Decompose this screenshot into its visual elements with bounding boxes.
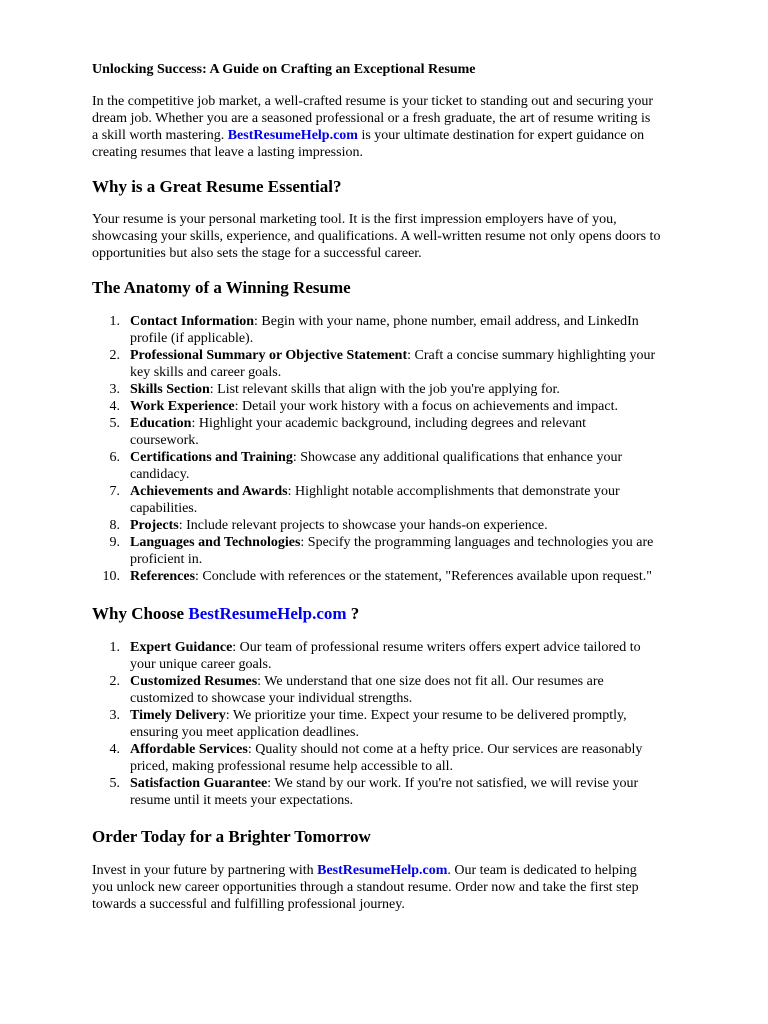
document-title: Unlocking Success: A Guide on Crafting an Exceptional Resume — [92, 62, 476, 77]
list-term: Work Experience — [130, 399, 235, 414]
list-item — [92, 449, 655, 483]
list-term: Contact Information — [130, 314, 255, 329]
intro-line — [92, 127, 653, 144]
list-item — [92, 534, 655, 568]
list-number: 1. — [109, 640, 120, 655]
list-item — [92, 639, 642, 673]
heading-text: Why Choose — [92, 604, 189, 623]
list-term: References — [130, 569, 196, 584]
list-description-continued: your unique career goals. — [130, 657, 272, 672]
list-item — [92, 707, 642, 741]
paragraph-line: Your resume is your personal marketing tool. It is the first impression employers have of you, — [92, 212, 617, 227]
list-description: : Begin with your name, phone number, email address, and LinkedIn — [254, 314, 639, 329]
list-description: : We prioritize your time. Expect your resume to be delivered promptly, — [225, 708, 627, 723]
list-description: : List relevant skills that align with the job you're applying for. — [209, 382, 560, 397]
intro-line: creating resumes that leave a lasting impression. — [92, 145, 363, 160]
intro-line: In the competitive job market, a well-crafted resume is your ticket to standing out and securing your — [92, 94, 653, 109]
heading-text: ? — [346, 604, 360, 623]
list-description-continued: candidacy. — [130, 467, 190, 482]
list-number: 2. — [109, 674, 120, 689]
list-description-continued: customized to showcase your individual strengths. — [130, 691, 413, 706]
list-description: : We understand that one size does not fit all. Our resumes are — [257, 674, 604, 689]
list-number: 3. — [109, 708, 120, 723]
list-description: : Highlight your academic background, including degrees and relevant — [191, 416, 587, 431]
list-item — [92, 483, 655, 517]
list-description: : Quality should not come at a hefty price. Our services are reasonably — [247, 742, 643, 757]
list-description-continued: resume until it meets your expectations. — [130, 793, 354, 808]
why-great-paragraph — [92, 211, 660, 262]
bestresumehelp-link[interactable]: BestResumeHelp.com — [317, 863, 448, 878]
list-number: 2. — [109, 348, 120, 363]
list-description: : Showcase any additional qualifications that enhance your — [292, 450, 623, 465]
list-item — [92, 381, 655, 398]
intro-line: dream job. Whether you are a seasoned professional or a fresh graduate, the art of resume writing is — [92, 111, 651, 126]
list-number: 5. — [109, 416, 120, 431]
paragraph-line: you unlock new career opportunities through a standout resume. Order now and take the first step — [92, 880, 639, 895]
list-number: 7. — [109, 484, 120, 499]
intro-text: is your ultimate destination for expert guidance on — [357, 128, 645, 143]
list-term: Affordable Services — [130, 742, 248, 757]
list-item — [92, 415, 655, 449]
list-number: 1. — [109, 314, 120, 329]
paragraph-line: showcasing your skills, experience, and qualifications. A well-written resume not only opens doors to — [92, 229, 661, 244]
paragraph-line: towards a successful and fulfilling professional journey. — [92, 897, 405, 912]
list-description: : Our team of professional resume writers offers expert advice tailored to — [232, 640, 641, 655]
list-term: Languages and Technologies — [130, 535, 301, 550]
list-description-continued: capabilities. — [130, 501, 198, 516]
intro-text: a skill worth mastering. — [92, 128, 228, 143]
list-number: 4. — [109, 399, 120, 414]
paragraph-line: opportunities but also sets the stage for a successful career. — [92, 246, 422, 261]
list-item — [92, 775, 642, 809]
list-item — [92, 313, 655, 347]
bestresumehelp-link[interactable]: BestResumeHelp.com — [227, 128, 358, 143]
list-item — [92, 673, 642, 707]
list-term: Education — [130, 416, 192, 431]
list-number: 5. — [109, 776, 120, 791]
list-description: : Conclude with references or the statement, "References available upon request." — [195, 569, 652, 584]
list-description: : Craft a concise summary highlighting your — [407, 348, 656, 363]
list-number: 8. — [109, 518, 120, 533]
anatomy-list — [92, 313, 655, 585]
list-number: 4. — [109, 742, 120, 757]
why-choose-list — [92, 639, 642, 809]
list-description: : Specify the programming languages and technologies you are — [300, 535, 654, 550]
list-number: 3. — [109, 382, 120, 397]
list-item — [92, 347, 655, 381]
list-number: 10. — [102, 569, 120, 584]
intro-paragraph — [92, 93, 653, 161]
list-term: Skills Section — [130, 382, 210, 397]
list-number: 6. — [109, 450, 120, 465]
list-item — [92, 517, 655, 534]
list-description-continued: priced, making professional resume help accessible to all. — [130, 759, 454, 774]
list-description-continued: proficient in. — [130, 552, 203, 567]
paragraph-text: . Our team is dedicated to helping — [447, 863, 637, 878]
list-description: : We stand by our work. If you're not satisfied, we will revise your — [267, 776, 639, 791]
list-number: 9. — [109, 535, 120, 550]
order-paragraph — [92, 862, 639, 913]
anatomy-heading: The Anatomy of a Winning Resume — [92, 278, 351, 297]
order-heading: Order Today for a Brighter Tomorrow — [92, 827, 371, 846]
list-term: Satisfaction Guarantee — [130, 776, 268, 791]
list-term: Customized Resumes — [130, 674, 258, 689]
list-description-continued: ensuring you meet application deadlines. — [130, 725, 359, 740]
list-term: Expert Guidance — [130, 640, 233, 655]
why-choose-heading — [92, 604, 359, 624]
list-description-continued: coursework. — [130, 433, 199, 448]
list-term: Projects — [130, 518, 179, 533]
list-item — [92, 398, 655, 415]
list-item — [92, 741, 642, 775]
why-great-heading: Why is a Great Resume Essential? — [92, 177, 342, 196]
list-description: : Detail your work history with a focus on achievements and impact. — [234, 399, 618, 414]
paragraph-text: Invest in your future by partnering with — [92, 863, 318, 878]
bestresumehelp-link[interactable]: BestResumeHelp.com — [188, 604, 347, 623]
paragraph-line — [92, 862, 639, 879]
list-term: Timely Delivery — [130, 708, 226, 723]
list-term: Certifications and Training — [130, 450, 293, 465]
list-description-continued: profile (if applicable). — [130, 331, 254, 346]
list-term: Achievements and Awards — [130, 484, 288, 499]
list-description: : Highlight notable accomplishments that demonstrate your — [287, 484, 620, 499]
list-term: Professional Summary or Objective Statement — [130, 348, 408, 363]
list-description-continued: key skills and career goals. — [130, 365, 282, 380]
list-description: : Include relevant projects to showcase your hands-on experience. — [178, 518, 548, 533]
list-item — [92, 568, 655, 585]
